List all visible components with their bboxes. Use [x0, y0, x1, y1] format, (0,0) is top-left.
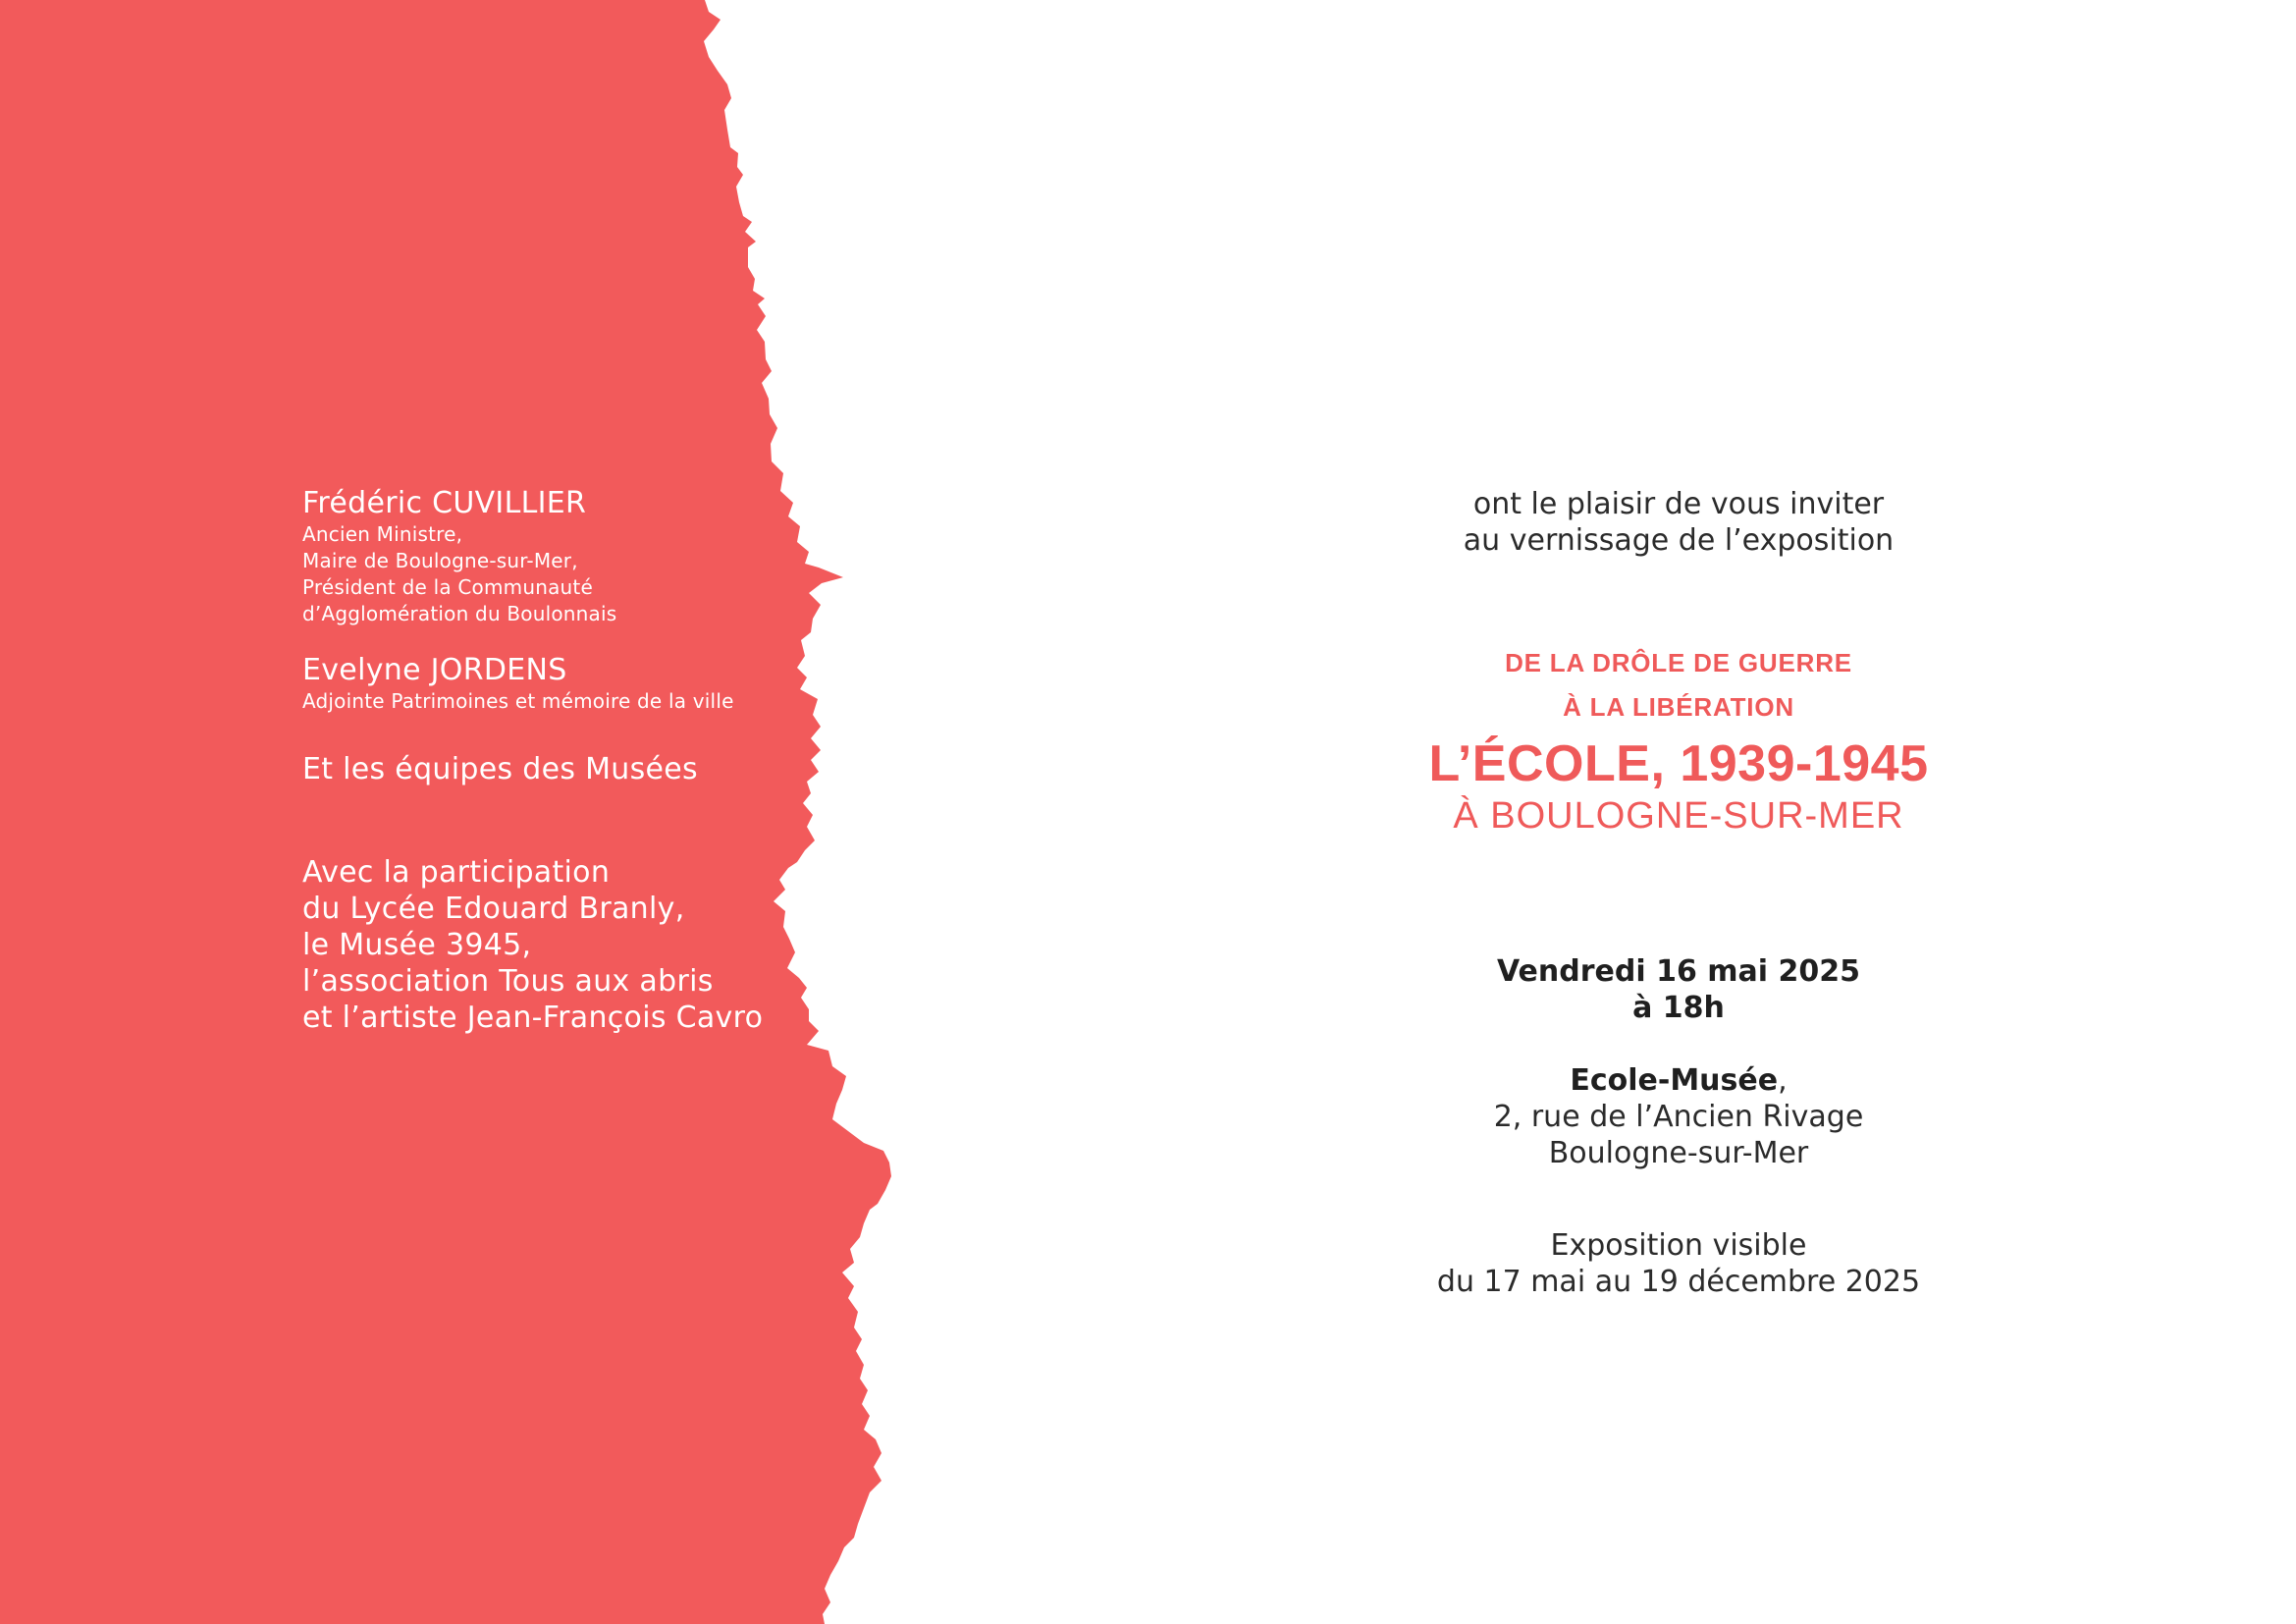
exhibition-dates-line: Exposition visible: [1550, 1228, 1807, 1263]
host-title-line: Adjointe Patrimoines et mémoire de la ville: [302, 689, 734, 713]
participation-line: Avec la participation: [302, 855, 611, 890]
hosts-column: [302, 486, 852, 1036]
host-title-line: d’Agglomération du Boulonnais: [302, 602, 617, 625]
host-jordens: [302, 653, 852, 715]
venue-name: Ecole-Musée: [1570, 1063, 1779, 1098]
venue-comma: ,: [1778, 1063, 1788, 1098]
event-venue: [1384, 1062, 1973, 1171]
participation-line: l’association Tous aux abris: [302, 964, 714, 999]
venue-city: Boulogne-sur-Mer: [1548, 1136, 1809, 1170]
participation-line: et l’artiste Jean-François Cavro: [302, 1001, 764, 1035]
exhibition-subtitle-line: DE LA DRÔLE DE GUERRE: [1505, 648, 1852, 677]
participation-line: du Lycée Edouard Branly,: [302, 892, 685, 926]
event-time: à 18h: [1632, 991, 1725, 1025]
event-datetime: [1384, 953, 1973, 1026]
participation-block: [302, 854, 852, 1036]
participation-line: le Musée 3945,: [302, 928, 532, 962]
exhibition-title: L’ÉCOLE, 1939-1945: [1428, 735, 1929, 792]
exhibition-place: À BOULOGNE-SUR-MER: [1453, 795, 1904, 837]
invitation-line: ont le plaisir de vous inviter: [1472, 487, 1885, 521]
venue-address: 2, rue de l’Ancien Rivage: [1493, 1100, 1864, 1134]
host-title-line: Président de la Communauté: [302, 575, 593, 599]
venue-name-line: [1384, 1062, 1973, 1099]
host-title-line: Maire de Boulogne-sur-Mer,: [302, 549, 578, 572]
invitation-column: [1384, 486, 1973, 1300]
host-cuvillier: [302, 486, 852, 627]
exhibition-subtitle: [1384, 641, 1973, 730]
host-name: Evelyne JORDENS: [302, 653, 567, 687]
exhibition-dates: [1384, 1227, 1973, 1300]
museum-teams-line: Et les équipes des Musées: [302, 752, 698, 786]
invitation-line: au vernissage de l’exposition: [1463, 523, 1895, 558]
host-name: Frédéric CUVILLIER: [302, 486, 587, 520]
exhibition-dates-line: du 17 mai au 19 décembre 2025: [1436, 1265, 1921, 1299]
event-date: Vendredi 16 mai 2025: [1496, 954, 1861, 989]
host-title-line: Ancien Ministre,: [302, 522, 463, 546]
exhibition-subtitle-line: À LA LIBÉRATION: [1563, 692, 1794, 722]
